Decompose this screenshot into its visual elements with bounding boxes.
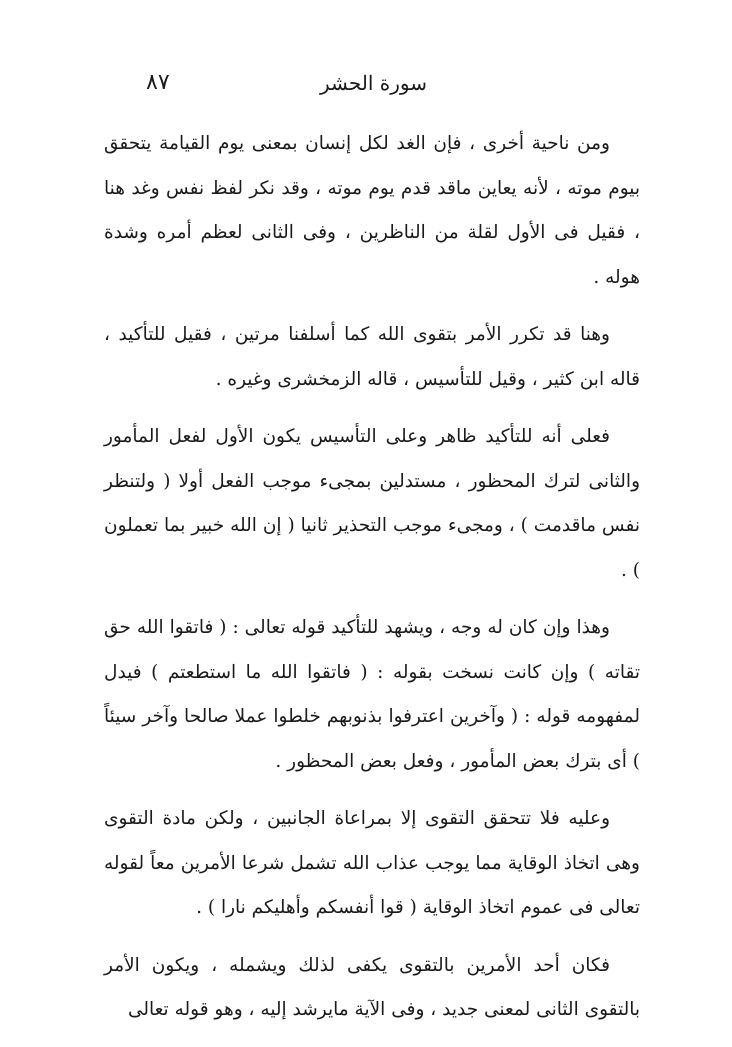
paragraph-4: وهذا وإن كان له وجه ، ويشهد للتأكيد قوله تعالى : ( فاتقوا الله حق تقاته ) وإن كانت نسخت بقوله : ( فاتقوا الله ما استطعتم ) فيدل لمفهومه قوله : ( وآخرين اعترفوا بذنوبهم خلطوا عملا صالحا وآخر سيئاً ) أى بترك بعض المأمور ، وفعل بعض المحظور . (104, 617, 640, 772)
paragraph-3: فعلى أنه للتأكيد ظاهر وعلى التأسيس يكون الأول لفعل المأمور والثانى لترك المحظور ، مستدلين بمجىء موجب الفعل أولا ( ولتنظر نفس ماقدمت ) ، ومجىء موجب التحذير ثانيا ( إن الله خبير بما تعملون ) . (104, 426, 640, 581)
surah-title: سورة الحشر (320, 71, 428, 95)
paragraph-1: ومن ناحية أخرى ، فإن الغد لكل إنسان بمعنى يوم القيامة يتحقق بيوم موته ، لأنه يعاين ماقد قدم يوم موته ، وقد نكر لفظ نفس وغد هنا ، فقيل فى الأول لقلة من الناظرين ، وفى الثانى لعظم أمره وشدة هوله . (104, 133, 640, 288)
body-text (104, 122, 640, 1046)
paragraph-5: وعليه فلا تتحقق التقوى إلا بمراعاة الجانبين ، ولكن مادة التقوى وهى اتخاذ الوقاية مما يوجب عذاب الله تشمل شرعا الأمرين معاً لقوله تعالى فى عموم اتخاذ الوقاية ( قوا أنفسكم وأهليكم نارا ) . (104, 808, 640, 918)
page-header (140, 68, 600, 102)
paragraph-6: فكان أحد الأمرين بالتقوى يكفى لذلك ويشمله ، ويكون الأمر بالتقوى الثانى لمعنى جديد ، وفى الآية مايرشد إليه ، وهو قوله تعالى (104, 954, 640, 1020)
page-number: ٨٧ (146, 70, 170, 95)
paragraph-2: وهنا قد تكرر الأمر بتقوى الله كما أسلفنا مرتين ، فقيل للتأكيد ، قاله ابن كثير ، وقيل للتأسيس ، قاله الزمخشرى وغيره . (104, 324, 640, 390)
